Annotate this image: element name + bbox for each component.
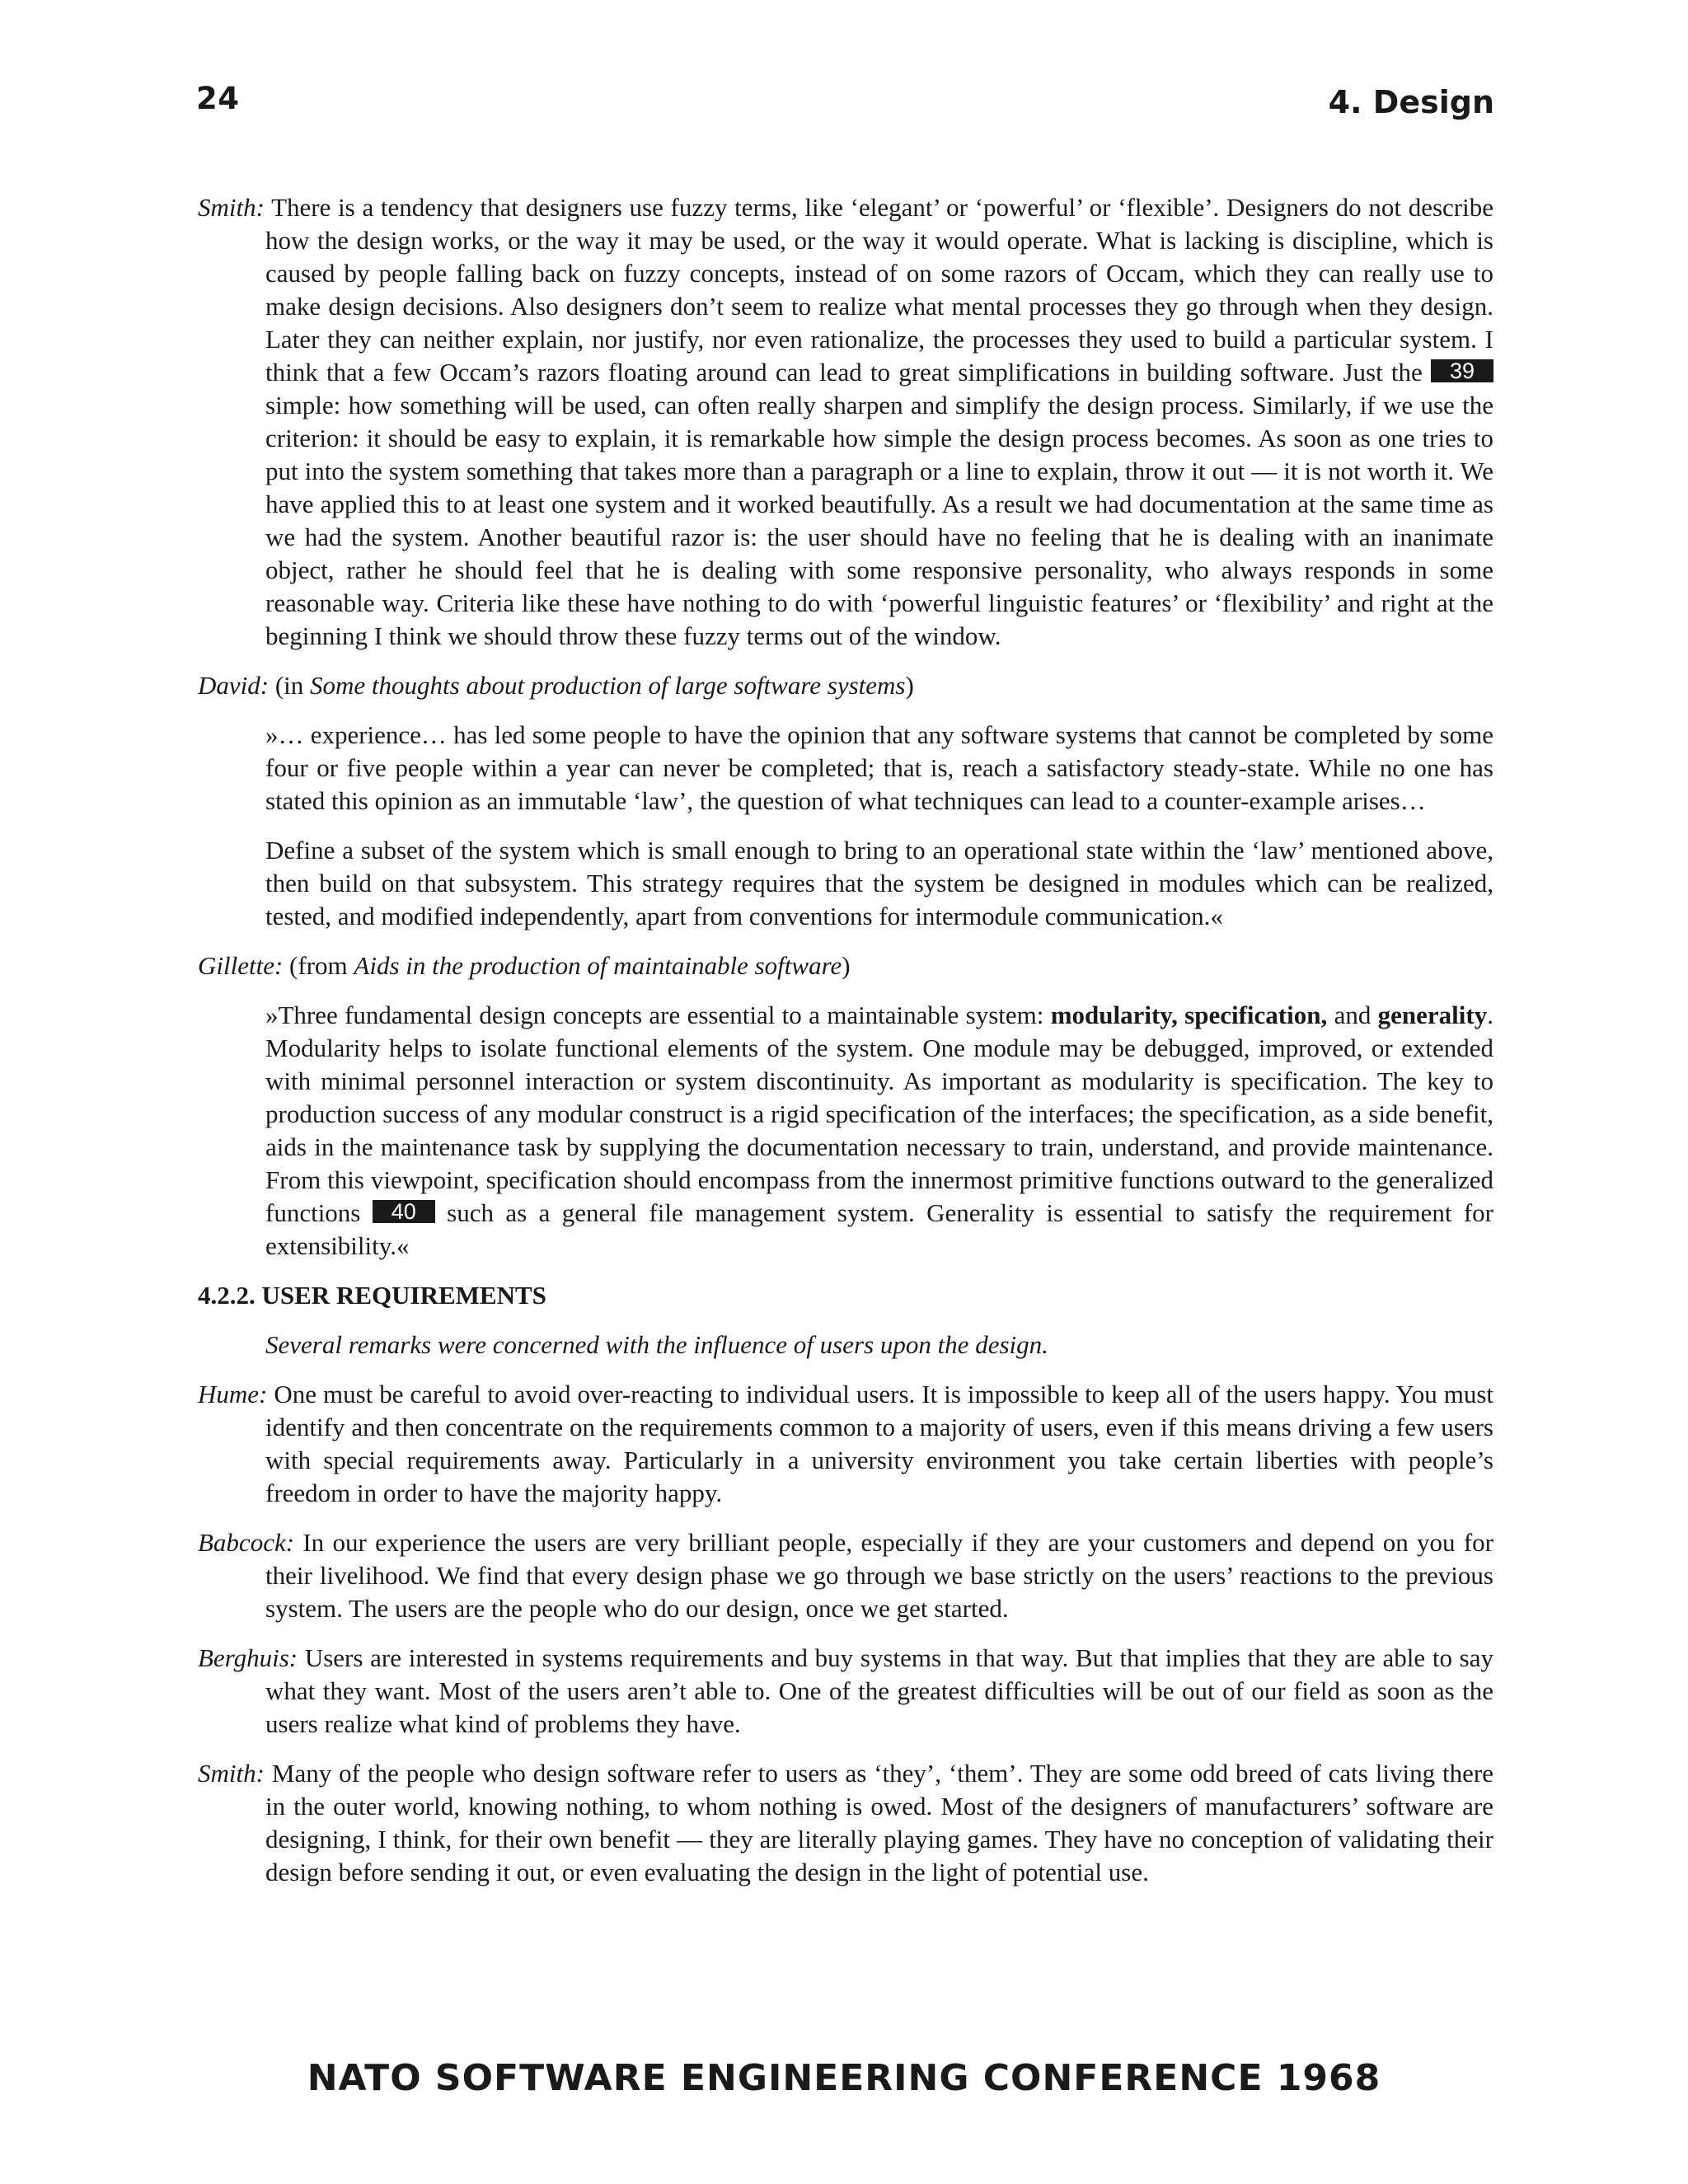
bold-terms: modularity, specification,	[1050, 1001, 1328, 1029]
babcock-remark	[198, 1526, 1493, 1625]
speaker-name: David:	[198, 671, 270, 700]
page-marker-40: 40	[373, 1200, 435, 1223]
citation-suffix: )	[905, 671, 914, 700]
smith-remark-1	[198, 191, 1493, 653]
gillette-quote	[198, 999, 1493, 1263]
david-quote-1: »… experience… has led some people to have the opinion that any software systems that cannot be completed by some four or five people within a year can never be completed; that is, reach a satisfactory steady-state. While no one has stated this opinion as an immutable ‘law’, the question of what techniques can lead to a counter-example arises…	[265, 720, 1493, 815]
page-marker-39: 39	[1431, 359, 1493, 382]
berghuis-remark	[198, 1642, 1493, 1741]
bold-term-generality: generality	[1377, 1001, 1488, 1029]
hume-remark	[198, 1378, 1493, 1510]
remark-text: There is a tendency that designers use fuzzy terms, like ‘elegant’ or ‘powerful’ or ‘flexible’. Designers do not describe how the design works, or the way it may be used, or the way it would operate. What is lacking is discipline, which is caused by people falling back on fuzzy concepts, instead of on some razors of Occam, which they can really use to make design decisions. Also designers don’t seem to realize what mental processes they go through when they design. Later they can neither explain, nor justify, nor even rationalize, the processes they used to build a particular system. I think that a few Occam’s razors floating around can lead to great simplifications in building software. Just the	[264, 193, 1493, 387]
quote-text-continued: . Modularity helps to isolate functional elements of the system. One module may be debugged, improved, or extended with minimal personnel interaction or system discontinuity. As important as modularity is specification. The key to production success of any modular construct is a rigid specification of the interfaces; the specification, as a side benefit, aids in the maintenance task by supplying the documentation necessary to train, understand, and provide maintenance. From this viewpoint, specification should encompass from the innermost primitive functions outward to the generalized functions	[265, 1001, 1493, 1227]
remark-text: Users are interested in systems requirements and buy systems in that way. But that implies that they are able to say what they want. Most of the users aren’t able to. One of the greatest difficulties will be out of our field as soon as the users realize what kind of problems they have.	[265, 1643, 1493, 1738]
david-quote-2: Define a subset of the system which is small enough to bring to an operational state within the ‘law’ mentioned above, then build on that subsystem. This strategy requires that the system be designed in modules which can be realized, tested, and modified independently, apart from conventions for intermodule communication.«	[265, 836, 1493, 930]
speaker-name: Smith:	[198, 1759, 265, 1788]
speaker-name: Babcock:	[198, 1528, 295, 1557]
remark-text: Many of the people who design software refer to users as ‘they’, ‘them’. They are some odd breed of cats living there in the outer world, knowing nothing, to whom nothing is owed. Most of the designers of manufacturers’ software are designing, I think, for their own benefit — they are literally playing games. They have no conception of validating their design before sending it out, or even evaluating the design in the light of potential use.	[264, 1759, 1493, 1886]
smith-remark-2	[198, 1757, 1493, 1889]
remark-text: In our experience the users are very brilliant people, especially if they are your customers and depend on you for their livelihood. We find that every design phase we go through we base strictly on the users’ reactions to the previous system. The users are the people who do our design, once we get started.	[265, 1528, 1493, 1623]
speaker-name: Smith:	[198, 193, 265, 222]
remark-text-continued: simple: how something will be used, can often really sharpen and simplify the design process. Similarly, if we use the criterion: it should be easy to explain, it is remarkable how simple the design process becomes. As soon as one tries to put into the system something that takes more than a paragraph or a line to explain, throw it out — it is not worth it. We have applied this to at least one system and it worked beautifully. As a result we had documentation at the same time as we had the system. Another beautiful razor is: the user should have no feeling that he is dealing with an inanimate object, rather he should feel that he is dealing with some responsive personality, who always responds in some reasonable way. Criteria like these have nothing to do with ‘powerful linguistic features’ or ‘flexibility’ and right at the beginning I think we should throw these fuzzy terms out of the window.	[265, 391, 1493, 650]
citation-prefix: (from	[283, 951, 354, 980]
citation-source: Aids in the production of maintainable software	[354, 951, 842, 980]
citation-suffix: )	[842, 951, 851, 980]
quote-text-end: such as a general file management system. Generality is essential to satisfy the requirement for extensibility.«	[265, 1198, 1494, 1260]
quote-and: and	[1327, 1001, 1378, 1029]
citation-prefix: (in	[269, 671, 311, 700]
speaker-name: Berghuis:	[198, 1643, 298, 1672]
gillette-citation	[198, 949, 1493, 982]
speaker-name: Hume:	[198, 1380, 268, 1408]
citation-source: Some thoughts about production of large software systems	[310, 671, 906, 700]
section-heading: 4.2.2. USER REQUIREMENTS	[198, 1281, 546, 1310]
section-intro: Several remarks were concerned with the influence of users upon the design.	[265, 1330, 1048, 1359]
page-body	[198, 191, 1493, 1905]
speaker-name: Gillette:	[198, 951, 284, 980]
chapter-title: 4. Design	[1328, 84, 1494, 120]
page-number: 24	[196, 81, 240, 116]
remark-text: One must be careful to avoid over-reacting to individual users. It is impossible to keep all of the users happy. You must identify and then concentrate on the requirements common to a majority of users, even if this means driving a few users with special requirements away. Particularly in a university environment you take certain liberties with people’s freedom in order to have the majority happy.	[265, 1380, 1493, 1507]
quote-text: »Three fundamental design concepts are essential to a maintainable system:	[265, 1001, 1051, 1029]
conference-footer: NATO SOFTWARE ENGINEERING CONFERENCE 1968	[307, 2057, 1381, 2099]
david-citation	[198, 669, 1493, 702]
